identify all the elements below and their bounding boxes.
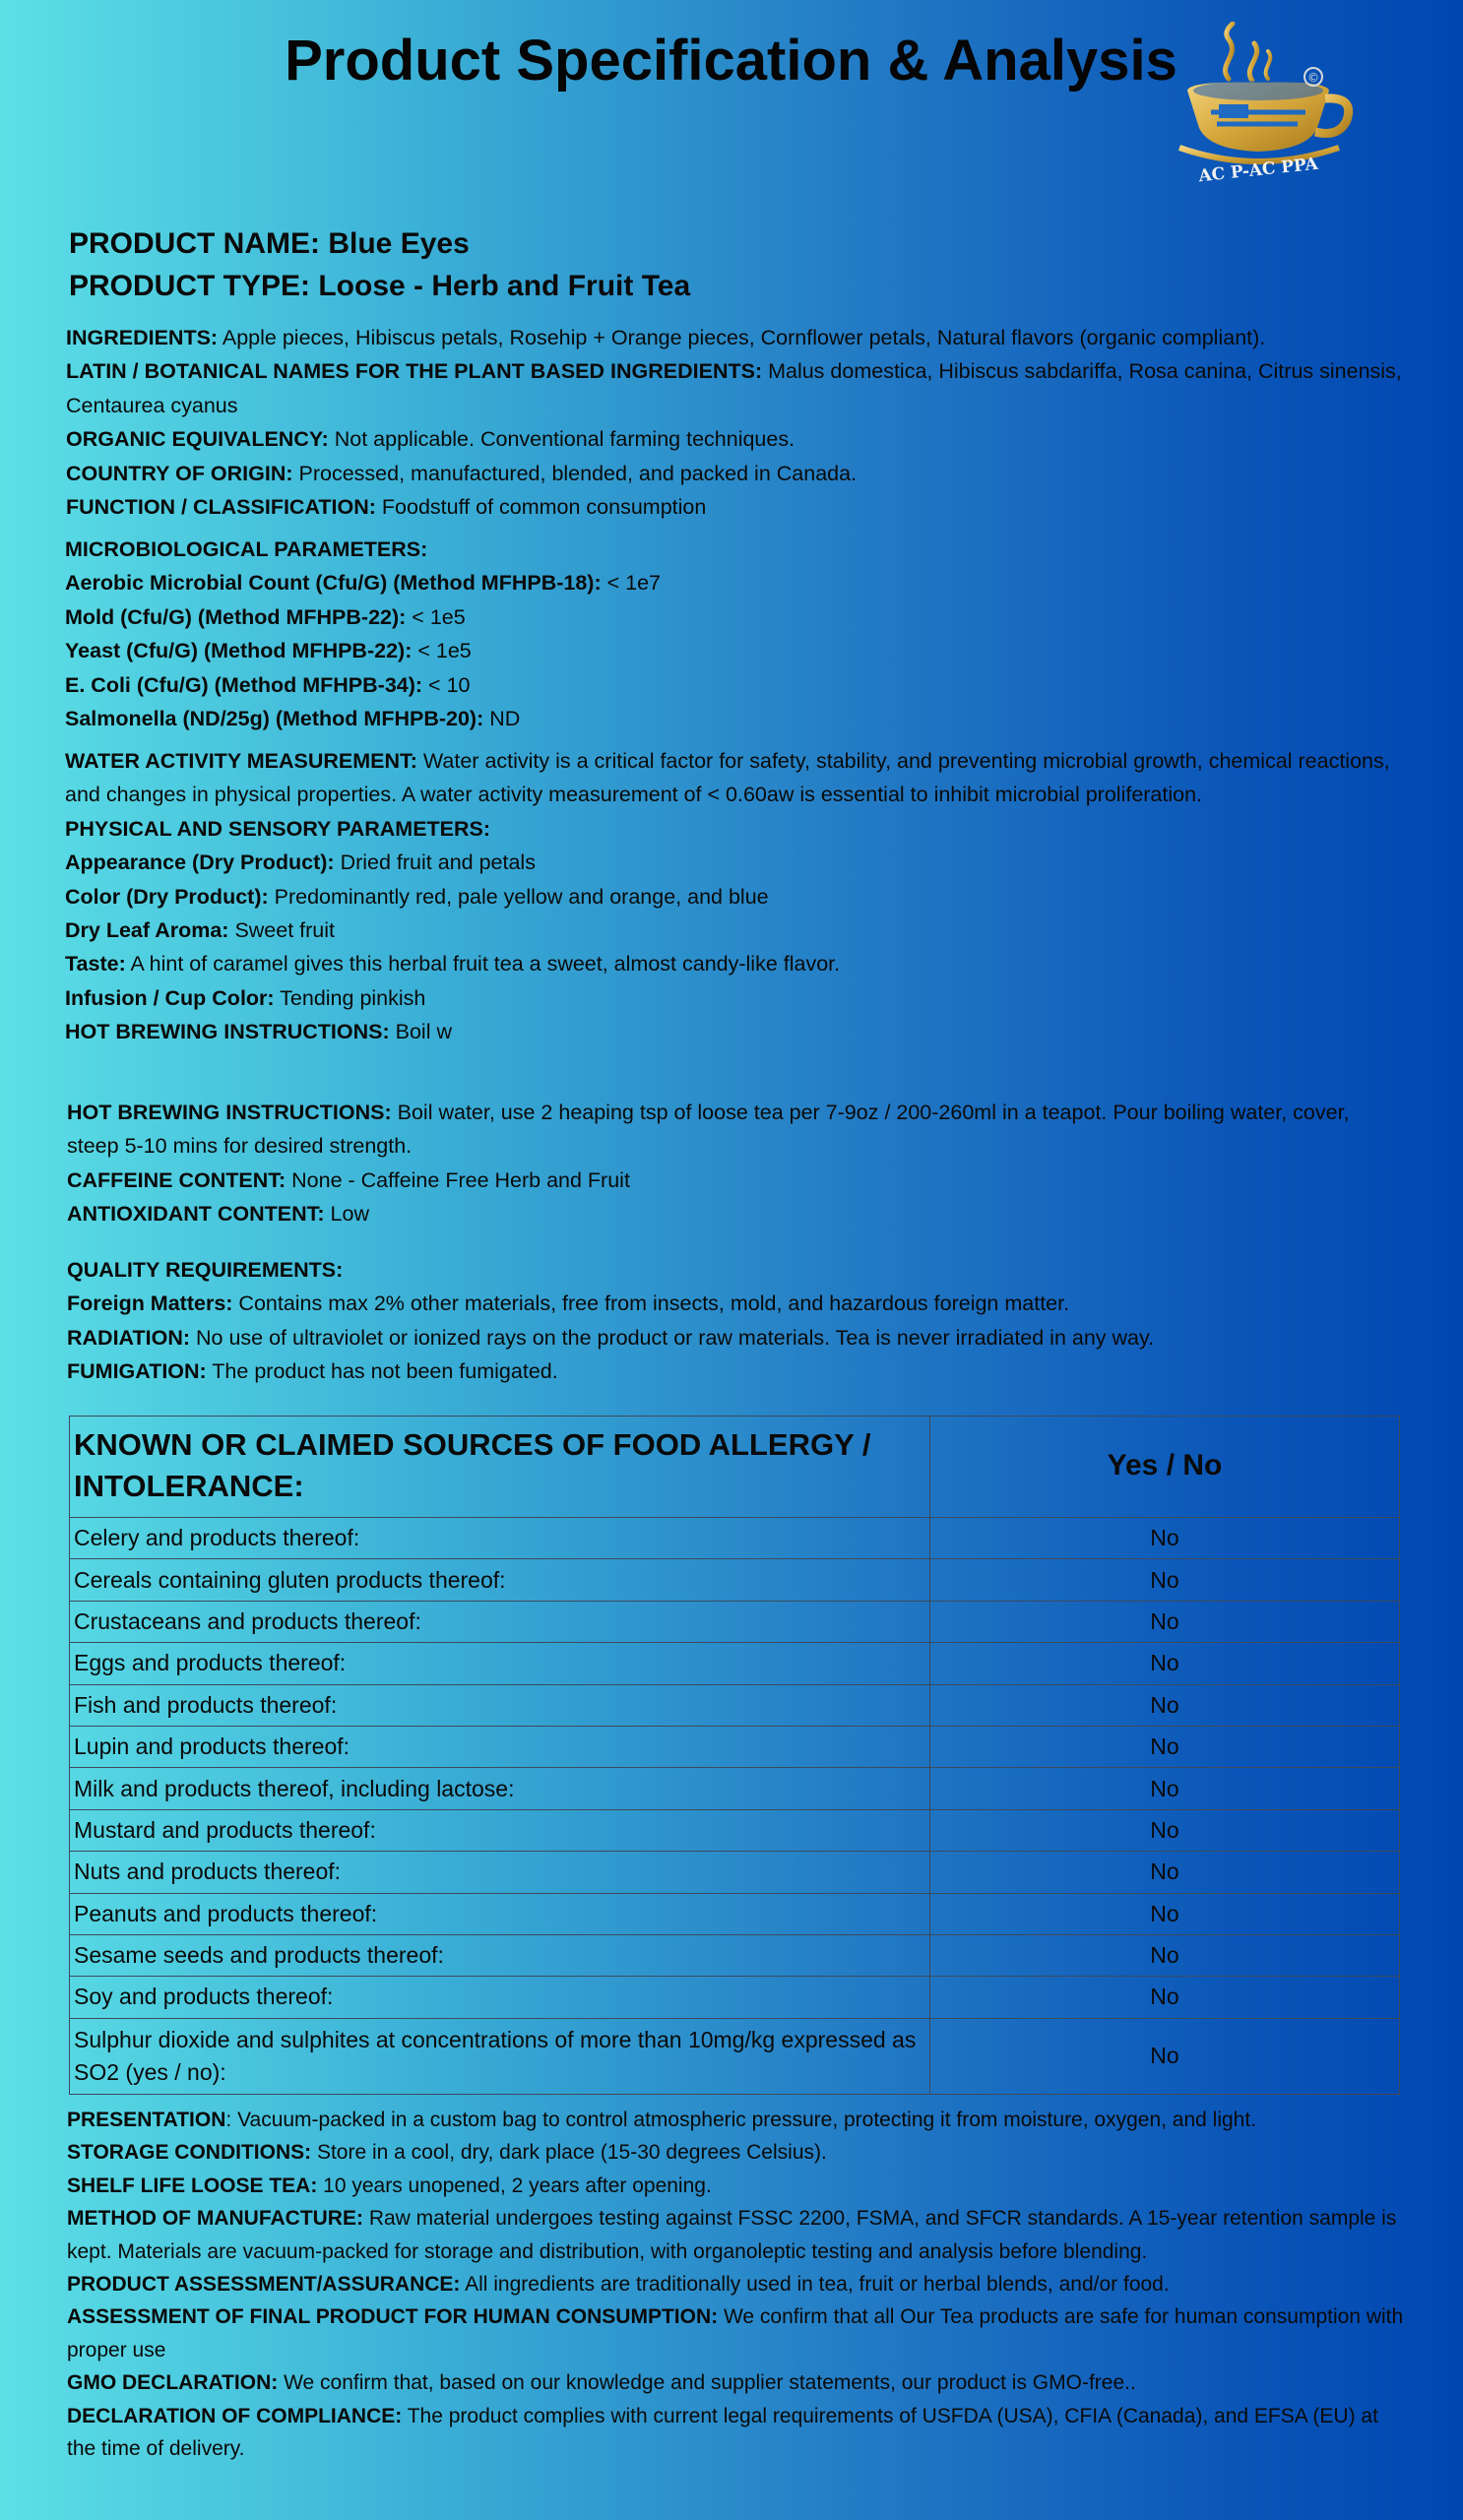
- steaming-cup-logo-icon: [1160, 22, 1357, 189]
- spec-value: Predominantly red, pale yellow and orange, and blue: [268, 884, 769, 909]
- spec-line: [65, 702, 1404, 735]
- spec-value: Tending pinkish: [274, 985, 426, 1010]
- spec-label: Taste:: [65, 952, 126, 976]
- water-physical-section: [65, 744, 1404, 1049]
- answer-cell: No: [930, 1726, 1400, 1767]
- spec-value: Raw material undergoes testing against FSSC 2200, FSMA, and SFCR standards. A 15-year retention sample is kept. Materials are vacuum-packed for storage and distribution, with organoleptic testing and analysis before blending.: [67, 2207, 1397, 2263]
- spec-line: [65, 914, 1404, 947]
- spec-line: [67, 2202, 1406, 2268]
- spec-label: ASSESSMENT OF FINAL PRODUCT FOR HUMAN CONSUMPTION:: [67, 2305, 719, 2329]
- spec-value: < 1e5: [412, 639, 472, 663]
- answer-cell: No: [930, 1643, 1400, 1684]
- spec-line: [67, 1197, 1406, 1230]
- section-heading: [67, 1253, 1406, 1287]
- spec-line: [66, 422, 1405, 456]
- product-type-line: [69, 265, 690, 307]
- spec-line: [67, 2400, 1406, 2466]
- spec-label: INGREDIENTS:: [66, 326, 219, 349]
- spec-value: 10 years unopened, 2 years after opening.: [317, 2174, 712, 2197]
- spec-line: [67, 1164, 1406, 1197]
- spec-label: FUMIGATION:: [67, 1359, 207, 1384]
- allergen-cell: Celery and products thereof:: [70, 1518, 930, 1559]
- spec-label: Foreign Matters:: [67, 1292, 233, 1316]
- spec-label: PRESENTATION: [67, 2109, 226, 2131]
- allergen-cell: Soy and products thereof:: [70, 1977, 930, 2018]
- product-type-value: Loose - Herb and Fruit Tea: [318, 270, 691, 302]
- spec-label: CAFFEINE CONTENT:: [67, 1167, 286, 1192]
- brewing-section: [67, 1096, 1406, 1231]
- table-row: [70, 1977, 1400, 2018]
- spec-value: Foodstuff of common consumption: [375, 495, 707, 520]
- answer-cell: No: [930, 1518, 1400, 1559]
- allergen-cell: Milk and products thereof, including lactose:: [70, 1768, 930, 1809]
- spec-value: Boil w: [389, 1020, 452, 1044]
- table-row: [70, 1934, 1400, 1976]
- logo-brand-text: AC P-AC PPA: [1197, 154, 1319, 187]
- spec-label: PRODUCT ASSESSMENT/ASSURANCE:: [67, 2273, 461, 2297]
- spec-label: Dry Leaf Aroma:: [65, 918, 229, 943]
- spec-label: Infusion / Cup Color:: [65, 985, 275, 1010]
- spec-line: [67, 2136, 1406, 2169]
- allergen-cell: Cereals containing gluten products thereof:: [70, 1559, 930, 1601]
- table-row: [70, 1852, 1400, 1893]
- spec-line: [65, 566, 1404, 599]
- spec-value: No use of ultraviolet or ionized rays on the product or raw materials. Tea is never irradiated in any way.: [190, 1325, 1155, 1350]
- intro-section: [66, 321, 1405, 524]
- spec-label: ORGANIC EQUIVALENCY:: [66, 427, 329, 452]
- spec-line: [65, 1015, 1404, 1048]
- spec-value: Dried fruit and petals: [334, 850, 536, 875]
- table-row: [70, 1559, 1400, 1601]
- spec-label: RADIATION:: [67, 1325, 191, 1350]
- spec-line: [67, 2104, 1406, 2136]
- spec-label: ANTIOXIDANT CONTENT:: [67, 1202, 325, 1227]
- answer-cell: No: [930, 1559, 1400, 1601]
- spec-value: The product complies with current legal requirements of USFDA (USA), CFIA (Canada), and EFSA (EU) at the time of delivery.: [67, 2404, 1378, 2461]
- answer-cell: No: [930, 1809, 1400, 1851]
- spec-line: [66, 457, 1405, 490]
- allergen-cell: Fish and products thereof:: [70, 1684, 930, 1726]
- spec-line: [67, 1354, 1406, 1388]
- table-row: [70, 1684, 1400, 1726]
- spec-line: [65, 846, 1404, 879]
- section-heading: [65, 533, 1404, 566]
- allergen-cell: Peanuts and products thereof:: [70, 1893, 930, 1934]
- answer-cell: No: [930, 2018, 1400, 2094]
- spec-label: MICROBIOLOGICAL PARAMETERS:: [65, 537, 428, 561]
- spec-value: < 10: [422, 672, 471, 697]
- spec-line: [67, 1321, 1406, 1354]
- spec-line: [65, 981, 1404, 1015]
- spec-label: Color (Dry Product):: [65, 884, 269, 909]
- allergy-header: KNOWN OR CLAIMED SOURCES OF FOOD ALLERGY / INTOLERANCE:: [70, 1417, 930, 1518]
- spec-value: < 1e7: [601, 571, 662, 596]
- quality-section: [67, 1253, 1406, 1389]
- allergen-cell: Crustaceans and products thereof:: [70, 1601, 930, 1642]
- spec-label: Aerobic Microbial Count (Cfu/G) (Method MFHPB-18):: [65, 571, 602, 596]
- table-row: [70, 1601, 1400, 1642]
- spec-value: Water activity is a critical factor for safety, stability, and preventing microbial growth, chemical reactions, and changes in physical properties. A water activity measurement of < 0.60aw is essential to inhibit microbial proliferation.: [65, 749, 1390, 807]
- spec-line: [66, 321, 1405, 354]
- spec-value: All ingredients are traditionally used in tea, fruit or herbal blends, and/or food.: [460, 2273, 1170, 2297]
- product-header: [69, 222, 690, 307]
- table-row: [70, 1893, 1400, 1934]
- product-type-label: PRODUCT TYPE:: [69, 270, 311, 302]
- spec-label: PHYSICAL AND SENSORY PARAMETERS:: [65, 816, 491, 841]
- declarations-section: [67, 2104, 1406, 2465]
- spec-line: [65, 880, 1404, 914]
- answer-cell: No: [930, 1768, 1400, 1809]
- spec-line: [65, 668, 1404, 702]
- spec-label: STORAGE CONDITIONS:: [67, 2141, 312, 2165]
- spec-value: Apple pieces, Hibiscus petals, Rosehip + Orange pieces, Cornflower petals, Natural flavors (organic compliant).: [218, 326, 1266, 349]
- answer-cell: No: [930, 1977, 1400, 2018]
- spec-line: [65, 744, 1404, 812]
- product-name-value: Blue Eyes: [328, 227, 470, 260]
- spec-line: [67, 1096, 1406, 1164]
- spec-label: Yeast (Cfu/G) (Method MFHPB-22):: [65, 639, 413, 663]
- spec-value: Processed, manufactured, blended, and packed in Canada.: [292, 461, 858, 485]
- yes-no-header: Yes / No: [930, 1417, 1400, 1518]
- microbiological-section: [65, 533, 1404, 735]
- spec-line: [66, 490, 1405, 524]
- table-row: [70, 1726, 1400, 1767]
- spec-value: Store in a cool, dry, dark place (15-30 degrees Celsius).: [311, 2141, 827, 2165]
- table-header-row: [70, 1417, 1400, 1518]
- spec-label: QUALITY REQUIREMENTS:: [67, 1258, 344, 1282]
- product-name-label: PRODUCT NAME:: [69, 227, 320, 260]
- answer-cell: No: [930, 1684, 1400, 1726]
- spec-line: [65, 634, 1404, 667]
- allergen-cell: Nuts and products thereof:: [70, 1852, 930, 1893]
- spec-label: HOT BREWING INSTRUCTIONS:: [65, 1020, 390, 1044]
- spec-label: HOT BREWING INSTRUCTIONS:: [67, 1101, 392, 1124]
- answer-cell: No: [930, 1893, 1400, 1934]
- table-row: [70, 1809, 1400, 1851]
- table-row: [70, 1518, 1400, 1559]
- company-logo: [1160, 22, 1357, 189]
- spec-label: SHELF LIFE LOOSE TEA:: [67, 2174, 318, 2197]
- table-row: [70, 1643, 1400, 1684]
- spec-label: GMO DECLARATION:: [67, 2371, 279, 2395]
- spec-line: [67, 2268, 1406, 2300]
- page-title: Product Specification & Analysis: [285, 29, 1177, 93]
- spec-value: Not applicable. Conventional farming techniques.: [328, 427, 795, 452]
- spec-label: METHOD OF MANUFACTURE:: [67, 2207, 363, 2231]
- table-row: [70, 2018, 1400, 2094]
- allergen-cell: Mustard and products thereof:: [70, 1809, 930, 1851]
- spec-label: DECLARATION OF COMPLIANCE:: [67, 2404, 403, 2427]
- spec-line: [66, 354, 1405, 422]
- spec-label: COUNTRY OF ORIGIN:: [66, 461, 293, 485]
- allergy-table: [69, 1416, 1400, 2095]
- spec-label: Salmonella (ND/25g) (Method MFHPB-20):: [65, 707, 484, 731]
- spec-line: [67, 2170, 1406, 2202]
- section-heading: [65, 812, 1404, 846]
- spec-value: Boil water, use 2 heaping tsp of loose tea per 7-9oz / 200-260ml in a teapot. Pour boiling water, cover, steep 5-10 mins for desired strength.: [67, 1101, 1350, 1159]
- spec-label: Appearance (Dry Product):: [65, 850, 335, 875]
- table-row: [70, 1768, 1400, 1809]
- answer-cell: No: [930, 1852, 1400, 1893]
- spec-label: Mold (Cfu/G) (Method MFHPB-22):: [65, 604, 407, 629]
- product-name-line: [69, 222, 690, 265]
- spec-value: The product has not been fumigated.: [206, 1359, 558, 1384]
- spec-line: [65, 600, 1404, 634]
- spec-value: We confirm that all Our Tea products are safe for human consumption with proper use: [67, 2305, 1404, 2362]
- allergen-cell: Lupin and products thereof:: [70, 1726, 930, 1767]
- spec-value: None - Caffeine Free Herb and Fruit: [286, 1167, 630, 1192]
- spec-line: [67, 2366, 1406, 2399]
- copyright-mark: ©: [1307, 71, 1319, 85]
- allergen-cell: Sesame seeds and products thereof:: [70, 1934, 930, 1976]
- spec-value: ND: [483, 707, 521, 731]
- spec-line: [67, 1287, 1406, 1320]
- spec-value: < 1e5: [406, 604, 466, 629]
- spec-label: LATIN / BOTANICAL NAMES FOR THE PLANT BASED INGREDIENTS:: [66, 359, 763, 384]
- allergen-cell: Eggs and products thereof:: [70, 1643, 930, 1684]
- spec-value: We confirm that, based on our knowledge and supplier statements, our product is GMO-free..: [278, 2371, 1136, 2395]
- spec-label: WATER ACTIVITY MEASUREMENT:: [65, 749, 417, 773]
- spec-label: FUNCTION / CLASSIFICATION:: [66, 495, 376, 520]
- answer-cell: No: [930, 1934, 1400, 1976]
- answer-cell: No: [930, 1601, 1400, 1642]
- spec-value: Malus domestica, Hibiscus sabdariffa, Rosa canina, Citrus sinensis, Centaurea cyanus: [66, 359, 1402, 417]
- spec-label: E. Coli (Cfu/G) (Method MFHPB-34):: [65, 672, 423, 697]
- spec-value: : Vacuum-packed in a custom bag to control atmospheric pressure, protecting it from moisture, oxygen, and light.: [225, 2109, 1257, 2131]
- spec-value: A hint of caramel gives this herbal fruit tea a sweet, almost candy-like flavor.: [125, 952, 841, 976]
- spec-line: [67, 2300, 1406, 2366]
- spec-line: [65, 947, 1404, 980]
- spec-value: Contains max 2% other materials, free from insects, mold, and hazardous foreign matter.: [232, 1292, 1070, 1316]
- spec-value: Low: [324, 1202, 369, 1227]
- allergen-cell: Sulphur dioxide and sulphites at concentrations of more than 10mg/kg expressed as SO2 (yes / no):: [70, 2018, 930, 2094]
- spec-value: Sweet fruit: [228, 918, 336, 943]
